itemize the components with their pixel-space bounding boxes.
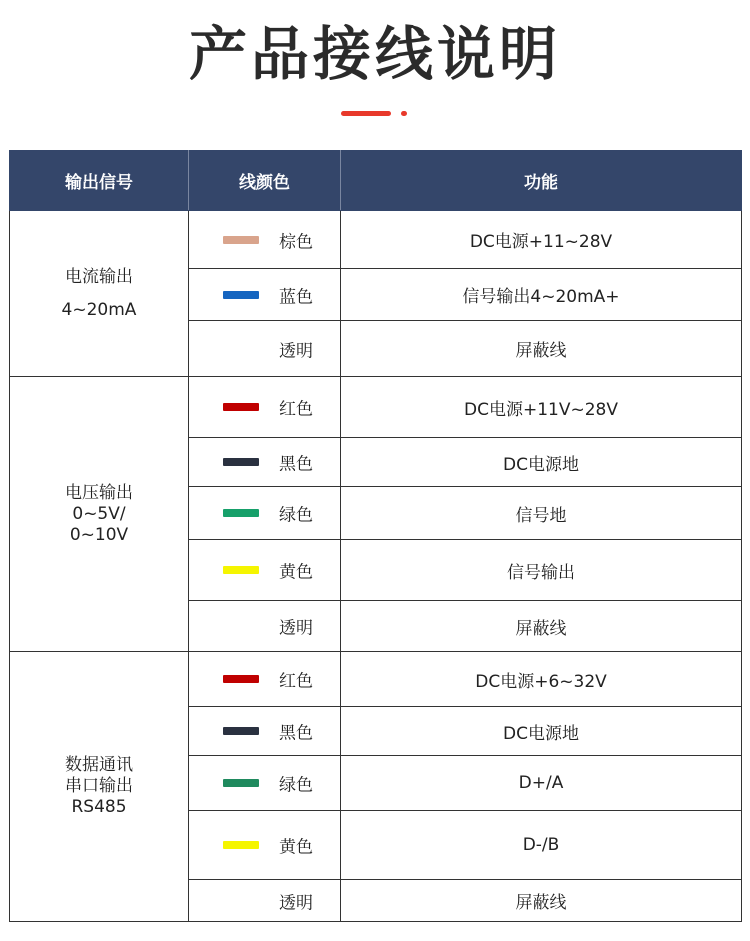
- wire-color-name: 黄色: [279, 562, 313, 583]
- wire-color-cell: [189, 487, 341, 540]
- wire-color-name: 绿色: [279, 505, 313, 526]
- wire-color-name: 黄色: [279, 837, 313, 858]
- wire-color-name: 透明: [279, 341, 313, 361]
- wire-color-swatch: [223, 236, 259, 244]
- wire-color-name: 蓝色: [279, 287, 313, 307]
- wire-color-cell: [189, 811, 341, 880]
- function-cell: DC电源+11~28V: [341, 211, 742, 269]
- header-function: 功能: [341, 151, 742, 211]
- output-signal-label: 0~5V/: [72, 503, 126, 524]
- function-cell: 信号输出4~20mA+: [341, 269, 742, 321]
- wire-color-swatch: [223, 841, 259, 849]
- wire-color-swatch: [223, 458, 259, 466]
- output-signal-label: 电流输出: [65, 266, 133, 287]
- wiring-table: [9, 150, 742, 922]
- title-underline-bar: [341, 111, 391, 116]
- function-cell: D-/B: [341, 811, 742, 880]
- output-signal-label: 串口输出: [65, 776, 133, 796]
- wire-color-cell: [189, 321, 341, 377]
- table-row: [10, 652, 742, 707]
- wire-color-cell: [189, 652, 341, 707]
- wire-color-swatch: [223, 727, 259, 735]
- wire-color-cell: [189, 269, 341, 321]
- table-row: [10, 377, 742, 438]
- wire-color-swatch: [223, 509, 259, 517]
- function-cell: 屏蔽线: [341, 321, 742, 377]
- table-row: [10, 211, 742, 269]
- wire-color-cell: [189, 601, 341, 652]
- wire-color-cell: [189, 756, 341, 811]
- output-signal-label: 0~10V: [69, 524, 129, 545]
- wire-color-name: 黑色: [279, 723, 313, 744]
- output-signal-cell: [10, 377, 189, 652]
- title-underline-dot: [401, 111, 407, 116]
- output-signal-label: 4~20mA: [61, 299, 137, 320]
- wire-color-name: 黑色: [279, 454, 313, 475]
- wire-color-cell: [189, 707, 341, 756]
- wire-color-cell: [189, 377, 341, 438]
- function-cell: D+/A: [341, 756, 742, 811]
- table-body: [10, 211, 742, 922]
- function-cell: 屏蔽线: [341, 601, 742, 652]
- wire-color-name: 透明: [279, 618, 313, 639]
- wire-color-swatch: [223, 675, 259, 683]
- wire-color-swatch: [223, 403, 259, 411]
- wire-color-name: 绿色: [279, 775, 313, 796]
- page-title: 产品接线说明: [188, 20, 561, 88]
- function-cell: 信号地: [341, 487, 742, 540]
- output-signal-label: RS485: [71, 797, 127, 817]
- output-signal-cell: [10, 652, 189, 922]
- header-output-signal: 输出信号: [10, 151, 189, 211]
- wire-color-swatch: [223, 566, 259, 574]
- wire-color-name: 红色: [279, 399, 313, 420]
- function-cell: DC电源地: [341, 438, 742, 487]
- wire-color-cell: [189, 438, 341, 487]
- function-cell: DC电源+6~32V: [341, 652, 742, 707]
- table-header-row: [10, 151, 742, 211]
- header-wire-color: 线颜色: [189, 151, 341, 211]
- wire-color-swatch: [223, 291, 259, 299]
- function-cell: DC电源地: [341, 707, 742, 756]
- output-signal-label: 数据通讯: [65, 755, 133, 775]
- wire-color-cell: [189, 211, 341, 269]
- wire-color-cell: [189, 540, 341, 601]
- wire-color-name: 红色: [279, 671, 313, 692]
- wire-color-swatch: [223, 779, 259, 787]
- function-cell: 屏蔽线: [341, 880, 742, 922]
- function-cell: 信号输出: [341, 540, 742, 601]
- function-cell: DC电源+11V~28V: [341, 377, 742, 438]
- output-signal-cell: [10, 211, 189, 377]
- wire-color-name: 透明: [279, 893, 313, 913]
- output-signal-label: 电压输出: [65, 482, 133, 503]
- wire-color-name: 棕色: [279, 232, 313, 252]
- wire-color-cell: [189, 880, 341, 922]
